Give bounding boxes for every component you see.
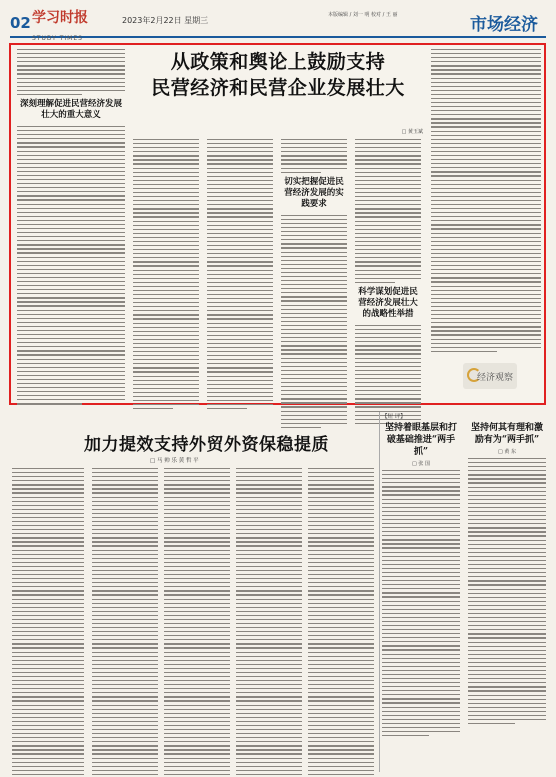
headline-line-1: 从政策和舆论上鼓励支持 — [170, 51, 386, 73]
economy-watch-logo — [463, 363, 517, 389]
bottom-column-4 — [236, 468, 302, 777]
logo-text: 经济观察 — [476, 373, 513, 383]
commentary-b — [468, 422, 546, 727]
paper-name: 学习时报 — [32, 10, 88, 26]
headline-line-2: 民营经济和民营企业发展壮大 — [151, 77, 405, 99]
byline: □ 黄玉斌 — [401, 129, 423, 135]
commentary-a-byline: □ 张 国 — [412, 461, 430, 467]
masthead — [10, 8, 546, 42]
section-subhead-3: 科学谋划促进民营经济发展壮大的战略性举措 — [358, 286, 418, 319]
bottom-column-5 — [308, 468, 374, 777]
article-column-2 — [133, 139, 199, 412]
bottom-article-headline[interactable]: 加力提效支持外贸外资保稳提质 — [84, 435, 329, 455]
article-column-5 — [355, 139, 421, 427]
section-title: 市场经济 — [470, 15, 538, 35]
article-column-3 — [207, 139, 273, 412]
article-column-1 — [17, 49, 125, 407]
text-block — [17, 49, 125, 95]
headline-box — [133, 49, 423, 135]
commentary-a — [382, 422, 460, 739]
commentary-b-byline: □ 黄 东 — [498, 449, 516, 455]
bottom-column-1 — [12, 468, 84, 777]
paper-name-en: STUDY TIMES — [32, 35, 83, 42]
bottom-column-2 — [92, 468, 158, 777]
commentary-b-headline: 坚持何其有理和激励有为“两手抓” — [470, 423, 543, 445]
sidebar-commentary[interactable] — [382, 412, 546, 772]
article-column-4 — [281, 139, 347, 431]
column-divider — [379, 412, 380, 772]
bottom-article-byline: □ 马 帅 乐 黄 哲 平 — [150, 458, 199, 464]
editor-credits: 本版编辑 / 刘一 明 校对 / 王 丽 — [328, 12, 398, 18]
featured-article[interactable] — [9, 43, 546, 405]
issue-date: 2023年2月22日 星期三 — [122, 16, 209, 25]
text-block — [17, 126, 125, 405]
paper-logo — [32, 10, 106, 42]
bottom-column-3 — [164, 468, 230, 777]
commentary-a-headline: 坚持着眼基层和打破基础推进“两手抓” — [384, 423, 457, 457]
article-column-6 — [431, 49, 541, 355]
section-subhead-2: 切实把握促进民营经济发展的实践要求 — [284, 176, 344, 209]
commentary-tag: 【短 评】 — [382, 414, 406, 420]
section-subhead-1: 深刻理解促进民营经济发展壮大的重大意义 — [19, 99, 122, 121]
page-number: 02 — [10, 14, 31, 32]
